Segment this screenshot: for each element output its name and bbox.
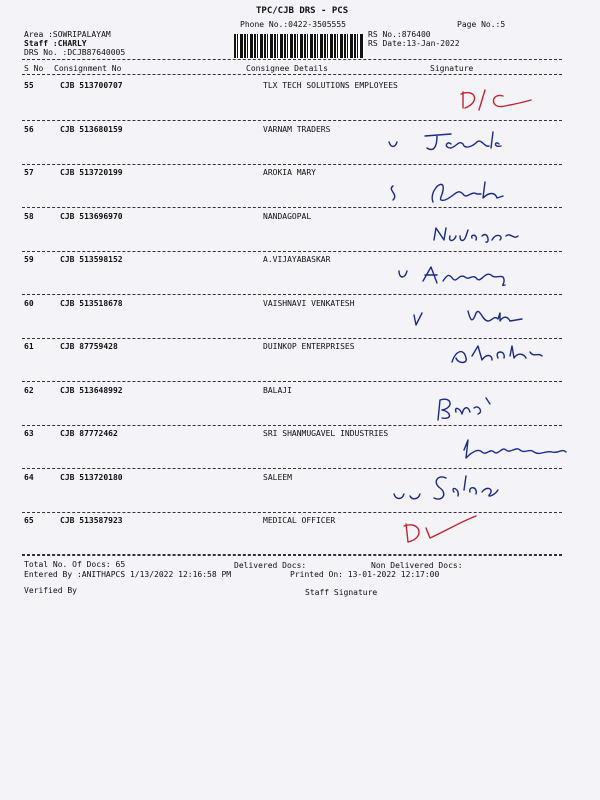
row-consignee: VAISHNAVI VENKATESH: [263, 298, 355, 308]
row-divider: [22, 381, 562, 382]
phone-number: Phone No.:0422-3505555: [240, 20, 346, 29]
entered-by: Entered By :ANITHAPCS 1/13/2022 12:16:58 PM: [24, 570, 232, 579]
rs-number: RS No.:876400: [368, 30, 431, 39]
col-signature: Signature: [430, 64, 474, 73]
col-consignee: Consignee Details: [246, 64, 328, 73]
header-rule-bottom: [22, 74, 562, 75]
row-consignment-no: CJB 513587923: [60, 516, 123, 525]
row-sno: 56: [24, 124, 34, 134]
row-consignment-no: CJB 87759428: [60, 342, 118, 351]
row-consignee: BALAJI: [263, 385, 292, 395]
row-consignee: SALEEM: [263, 472, 292, 482]
row-divider: [22, 251, 562, 252]
row-consignee: DUINKOP ENTERPRISES: [263, 342, 355, 351]
page-number: Page No.:5: [457, 20, 506, 29]
verified-by: Verified By: [24, 586, 77, 595]
row-divider: [22, 555, 562, 556]
row-consignee: AROKIA MARY: [263, 168, 316, 177]
doc-title: TPC/CJB DRS - PCS: [256, 6, 349, 16]
staff-label: Staff :CHARLY: [24, 39, 87, 48]
area-label: Area :SOWRIPALAYAM: [24, 30, 111, 39]
handwritten-signature: [400, 512, 480, 546]
footer-rule: [22, 554, 562, 555]
row-sno: 55: [24, 81, 34, 90]
non-delivered-docs: Non Delivered Docs:: [371, 561, 463, 570]
row-divider: [22, 164, 562, 165]
row-sno: 60: [24, 298, 34, 308]
drs-number: DRS No. :DCJB87640005: [24, 48, 126, 57]
handwritten-signature: [410, 303, 525, 331]
row-consignment-no: CJB 513696970: [60, 211, 123, 221]
row-consignee: MEDICAL OFFICER: [263, 516, 336, 525]
row-sno: 65: [24, 516, 34, 525]
row-consignment-no: CJB 513518678: [60, 298, 123, 308]
handwritten-signature: [430, 222, 530, 248]
handwritten-signature: [455, 82, 535, 112]
row-sno: 58: [24, 211, 34, 221]
row-sno: 59: [24, 255, 34, 264]
col-sno: S No: [24, 64, 44, 73]
printed-on: Printed On: 13-01-2022 12:17:00: [290, 570, 440, 579]
row-consignee: SRI SHANMUGAVEL INDUSTRIES: [263, 429, 389, 438]
row-consignee: TLX TECH SOLUTIONS EMPLOYEES: [263, 81, 398, 90]
row-consignment-no: CJB 513700707: [60, 81, 123, 90]
row-consignment-no: CJB 513680159: [60, 124, 123, 134]
row-divider: [22, 338, 562, 339]
row-sno: 64: [24, 472, 34, 482]
delivered-docs: Delivered Docs:: [234, 561, 307, 570]
handwritten-signature: [430, 394, 500, 424]
rs-date: RS Date:13-Jan-2022: [368, 39, 460, 48]
col-consignment: Consignment No: [54, 64, 122, 73]
total-docs: Total No. Of Docs: 65: [24, 560, 126, 569]
barcode: [234, 34, 364, 58]
handwritten-signature: [390, 466, 510, 506]
row-sno: 62: [24, 385, 34, 395]
row-consignment-no: CJB 513720180: [60, 472, 123, 482]
row-consignment-no: CJB 87772462: [60, 429, 118, 438]
row-consignee: VARNAM TRADERS: [263, 124, 331, 134]
row-sno: 61: [24, 342, 34, 351]
row-sno: 57: [24, 168, 34, 177]
handwritten-signature: [448, 340, 548, 368]
row-divider: [22, 512, 562, 513]
row-consignment-no: CJB 513598152: [60, 255, 123, 264]
handwritten-signature: [385, 128, 525, 156]
handwritten-signature: [395, 261, 520, 291]
row-consignee: NANDAGOPAL: [263, 211, 312, 221]
handwritten-signature: [385, 176, 515, 210]
row-divider: [22, 425, 562, 426]
row-consignment-no: CJB 513648992: [60, 385, 123, 395]
handwritten-signature: [460, 434, 570, 462]
row-divider: [22, 294, 562, 295]
staff-signature: Staff Signature: [305, 588, 378, 597]
row-sno: 63: [24, 429, 34, 438]
row-divider: [22, 120, 562, 121]
row-consignee: A.VIJAYABASKAR: [263, 255, 331, 264]
header-rule-top: [22, 59, 562, 60]
row-consignment-no: CJB 513720199: [60, 168, 123, 177]
